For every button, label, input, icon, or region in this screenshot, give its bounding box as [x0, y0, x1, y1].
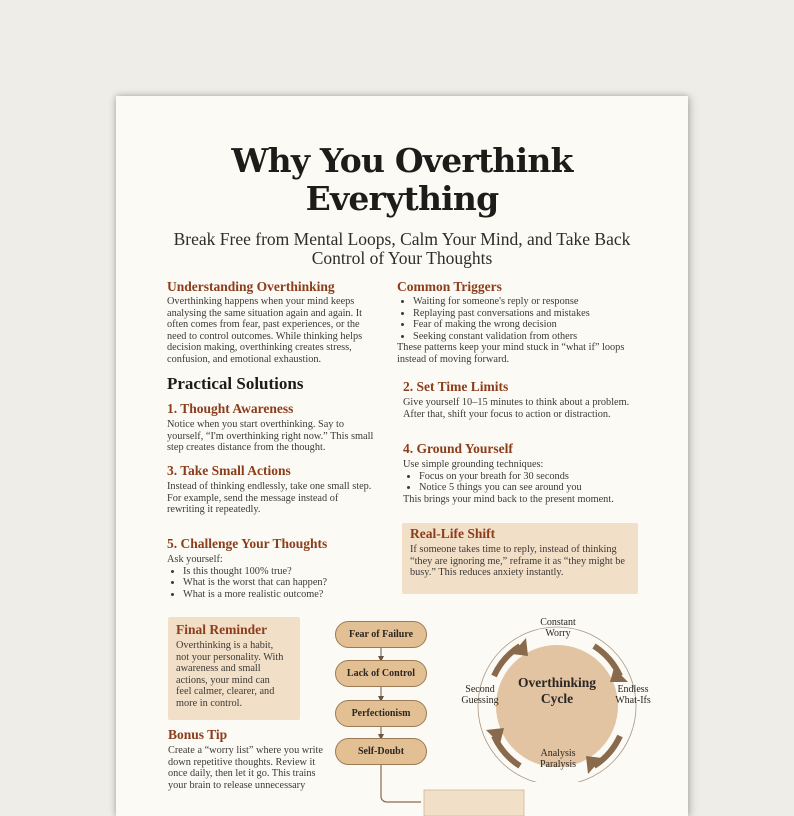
- list-item: • Notice 5 things you can see around you: [419, 482, 673, 494]
- cycle-center-label: Overthinking Cycle: [517, 675, 596, 706]
- bonus-tip-text: Create a “worry list” where you write down repetitive thoughts. Review it once daily, then let it go. This trains your brain to release unnecessary: [168, 745, 323, 791]
- cycle-label-bottom: Analysis Paralysis: [539, 748, 577, 770]
- page-subtitle: Break Free from Mental Loops, Calm Your Mind, and Take Back Control of Your Thoughts: [173, 229, 631, 268]
- cycle-label-right: Endless What-Ifs: [615, 684, 651, 706]
- flow-step-fear-of-failure: Fear of Failure: [335, 621, 427, 648]
- section-5-heading: 5. Challenge Your Thoughts: [167, 536, 328, 551]
- triggers-heading: Common Triggers: [397, 279, 502, 294]
- practical-heading: Practical Solutions: [167, 374, 304, 393]
- final-reminder-text: Overthinking is a habit, not your personality. With awareness and small actions, your mind can feel calmer, clearer, and more in control.: [176, 640, 284, 709]
- real-life-text: If someone takes time to reply, instead of thinking “they are ignoring me,” reframe it as “they might be busy.” This reduces anxiety instantly.: [410, 544, 626, 579]
- list-item: • Fear of making the wrong decision: [413, 319, 677, 331]
- section-3-heading: 3. Take Small Actions: [167, 463, 291, 478]
- list-item: • Waiting for someone's reply or response: [413, 296, 677, 308]
- final-reminder-heading: Final Reminder: [176, 622, 268, 637]
- list-item: • Seeking constant validation from others: [413, 331, 677, 343]
- section-4-heading: 4. Ground Yourself: [403, 441, 513, 456]
- flow-step-perfectionism: Perfectionism: [335, 700, 427, 727]
- list-item: • What is the worst that can happen?: [183, 577, 392, 589]
- understanding-text: Overthinking happens when your mind keeps analysing the same situation again and again. It often comes from fear, past experiences, or the need to control outcomes. While thinking helps decision making, overthinking creates stress, confusion, and emotional exhaustion.: [167, 296, 363, 365]
- triggers-list: • Waiting for someone's reply or response • Replaying past conversations and mistakes • Fear of making the wrong decision • Seeking constant validation from others These patterns keep your mind stuck in “what if” loops instead of moving forward.: [397, 296, 677, 366]
- section-1-text: Notice when you start overthinking. Say to yourself, “I'm overthinking right now.” This small step creates distance from the thought.: [167, 419, 374, 454]
- worksheet-page: [116, 96, 688, 816]
- real-life-heading: Real-Life Shift: [410, 526, 496, 541]
- flow-step-lack-of-control: Lack of Control: [335, 660, 427, 687]
- section-2-heading: 2. Set Time Limits: [403, 379, 509, 394]
- section-2-text: Give yourself 10–15 minutes to think about a problem. After that, shift your focus to action or distraction.: [403, 397, 630, 420]
- list-item: • Focus on your breath for 30 seconds: [419, 471, 673, 483]
- cycle-label-top: Constant Worry: [540, 617, 576, 639]
- list-item: • Is this thought 100% true?: [183, 566, 392, 578]
- section-4-text: Use simple grounding techniques: • Focus on your breath for 30 seconds • Notice 5 things you can see around you This brings your mind back to the present moment.: [403, 459, 673, 505]
- cycle-label-left: Second Guessing: [461, 684, 499, 706]
- section-5-text: Ask yourself: • Is this thought 100% true? • What is the worst that can happen? • What is a more realistic outcome?: [167, 554, 392, 600]
- understanding-heading: Understanding Overthinking: [167, 279, 335, 294]
- section-3-text: Instead of thinking endlessly, take one small step. For example, send the message instead of rewriting it repeatedly.: [167, 481, 372, 516]
- section-1-heading: 1. Thought Awareness: [167, 401, 294, 416]
- bonus-tip-heading: Bonus Tip: [168, 727, 228, 742]
- page-title: Why You Overthink Everything: [231, 141, 573, 218]
- flow-step-self-doubt: Self-Doubt: [335, 738, 427, 765]
- list-item: • Replaying past conversations and mistakes: [413, 308, 677, 320]
- list-item: • What is a more realistic outcome?: [183, 589, 392, 601]
